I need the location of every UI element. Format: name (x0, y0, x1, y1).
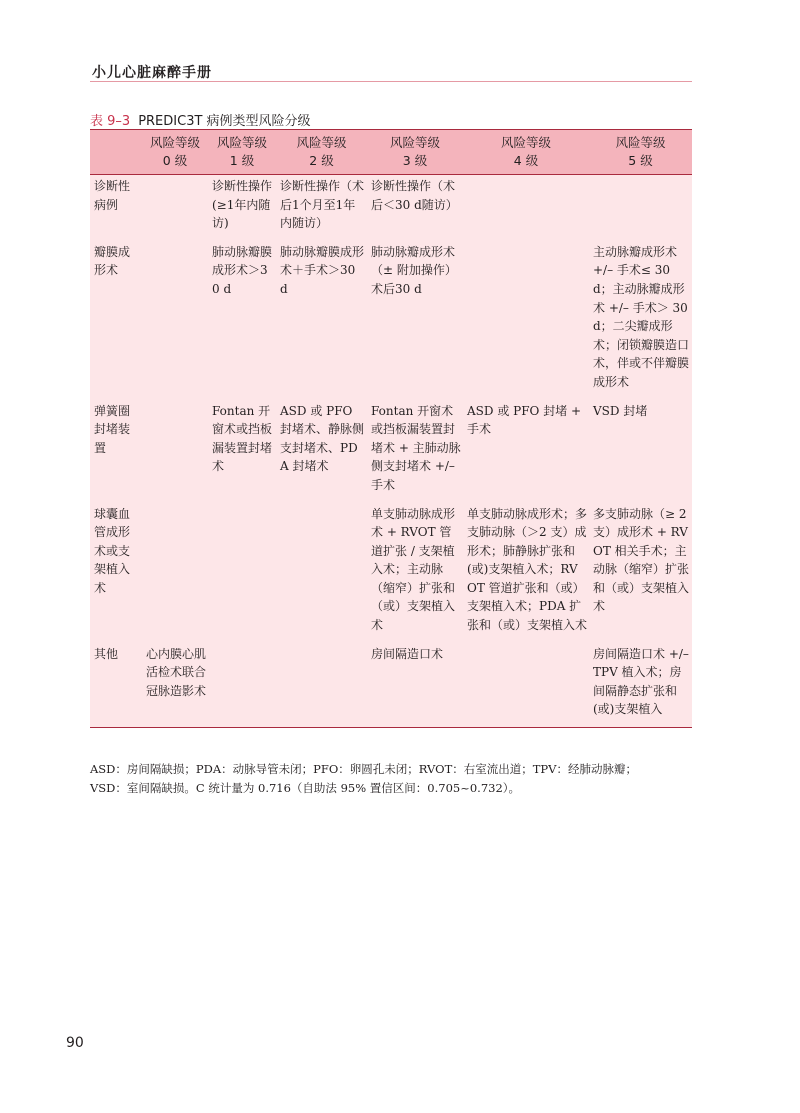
table-cell: ASD 或 PFO 封堵 + 手术 (467, 403, 582, 437)
running-header: 小儿心脏麻醉手册 (92, 65, 212, 81)
table-cell (142, 503, 208, 643)
table-cell: 肺动脉瓣成形术（± 附加操作）术后30 d (371, 244, 457, 296)
table-row (90, 503, 692, 643)
header-rule (90, 81, 692, 82)
header-line: 风险等级 (296, 135, 347, 150)
table-cell (463, 175, 589, 241)
row-label: 球囊血管成形术或支架植入术 (94, 506, 131, 595)
table-header-row (90, 130, 692, 175)
header-line: 3 级 (402, 153, 428, 168)
header-line: 风险等级 (216, 135, 267, 150)
table-cell (208, 643, 276, 728)
table-cell (463, 643, 589, 728)
header-line: 风险等级 (149, 135, 200, 150)
footnote-line: VSD：室间隔缺损。C 统计量为 0.716（自助法 95% 置信区间：0.705~0.732）。 (90, 781, 521, 795)
table-cell: 单支肺动脉成形术；多支肺动脉（＞2 支）成形术；肺静脉扩张和(或)支架植入术；RVOT 管道扩张和（或）支架植入术；PDA 扩张和（或）支架植入术 (467, 506, 588, 633)
table-cell: 房间隔造口术 (371, 646, 444, 661)
table-cell: 诊断性操作（术后1个月至1年内随访） (280, 179, 365, 231)
table-cell: ASD 或 PFO 封堵术、静脉侧支封堵术、PDA 封堵术 (280, 403, 365, 474)
header-line: 0 级 (162, 153, 188, 168)
header-cell (142, 130, 208, 175)
table-cell: 多支肺动脉（≥ 2 支）成形术 + RVOT 相关手术；主动脉（缩窄）扩张和（或）支架植入术 (593, 506, 690, 614)
table-cell (589, 175, 692, 241)
row-label: 诊断性病例 (94, 179, 131, 212)
page-number: 90 (66, 1035, 84, 1051)
table-cell: 心内膜心肌活检术联合冠脉造影术 (146, 646, 207, 698)
table-cell (276, 503, 367, 643)
table-cell: 房间隔造口术 +/– TPV 植入术；房间隔静态扩张和(或)支架植入 (593, 646, 689, 717)
table-caption (90, 110, 311, 129)
header-line: 2 级 (309, 153, 334, 168)
table-cell: 肺动脉瓣膜成形术＞30 d (212, 244, 273, 296)
row-label: 瓣膜成形术 (94, 244, 131, 278)
row-label: 弹簧圈封堵装置 (94, 403, 131, 455)
header-cell (589, 130, 692, 175)
table-cell (142, 241, 208, 400)
table-cell: 肺动脉瓣膜成形术＋手术＞30 d (280, 244, 365, 296)
header-line: 5 级 (628, 153, 653, 168)
header-line: 风险等级 (500, 135, 551, 150)
header-line: 4 级 (513, 153, 539, 168)
table-row (90, 241, 692, 400)
header-line: 风险等级 (615, 135, 666, 150)
header-line: 1 级 (229, 153, 255, 168)
table-cell: VSD 封堵 (593, 403, 648, 418)
table-row (90, 400, 692, 503)
row-label: 其他 (94, 646, 119, 661)
table-footnote (90, 760, 694, 798)
risk-table (90, 129, 692, 728)
header-cell (276, 130, 367, 175)
header-cell (90, 130, 142, 175)
header-line: 风险等级 (389, 135, 440, 150)
table-row (90, 175, 692, 241)
footnote-line: ASD：房间隔缺损；PDA：动脉导管未闭；PFO：卵圆孔未闭；RVOT：右室流出道；TPV：经肺动脉瓣； (90, 762, 637, 776)
header-cell (208, 130, 276, 175)
table-cell (142, 400, 208, 503)
table-number: 表 9–3 (90, 114, 131, 129)
table-cell: Fontan 开窗术或挡板漏装置封堵术 + 主肺动脉侧支封堵术 +/– 手术 (371, 403, 461, 492)
table-cell: 诊断性操作(≥1年内随访) (212, 179, 273, 231)
table-title: PREDIC3T 病例类型风险分级 (138, 114, 311, 129)
table-cell (276, 643, 367, 728)
header-cell (367, 130, 463, 175)
table-row (90, 643, 692, 728)
table-cell (463, 241, 589, 400)
table-cell: 诊断性操作（术后＜30 d随访） (371, 179, 458, 212)
table-cell: 主动脉瓣成形术 +/– 手术≤ 30 d；主动脉瓣成形术 +/– 手术＞ 30 d；二尖瓣成形术；闭锁瓣膜造口术，伴或不伴瓣膜成形术 (593, 244, 690, 389)
table-cell: Fontan 开窗术或挡板漏装置封堵术 (212, 403, 273, 474)
header-cell (463, 130, 589, 175)
table-cell (142, 175, 208, 241)
table-cell (208, 503, 276, 643)
table-cell: 单支肺动脉成形术 + RVOT 管道扩张 / 支架植入术；主动脉（缩窄）扩张和（或）支架植入术 (371, 506, 456, 633)
